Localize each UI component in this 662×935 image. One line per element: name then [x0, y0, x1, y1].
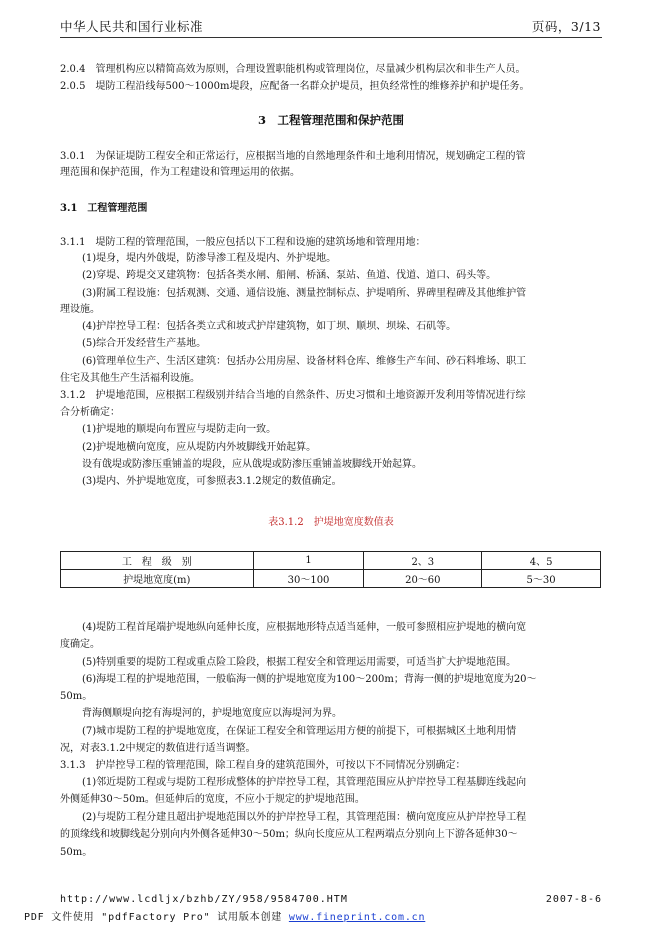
pdf-notice-text: PDF 文件使用 "pdfFactory Pro" 试用版本创建 — [24, 912, 289, 923]
list-item: (1)堤身，堤内外戗堤，防渗导渗工程及堤内、外护堤地。 — [82, 253, 337, 264]
clause-3-1-3: 3.1.3 护岸控导工程的管理范围，除工程自身的建筑范围外，可按以下不同情况分别确定： — [60, 760, 466, 771]
list-item-continued: 况，对表3.1.2中规定的数值进行适当调整。 — [60, 743, 256, 754]
list-item: (7)城市堤防工程的护堤地宽度，在保证工程安全和管理运用方便的前提下，可根据城区土地利用情 — [82, 726, 517, 737]
footer-url: http://www.lcdljx/bzhb/ZY/958/9584700.HTM — [60, 894, 348, 905]
table-header-cell: 工 程 级 别 — [61, 552, 254, 570]
list-item: (2)穿堤、跨堤交叉建筑物：包括各类水闸、船闸、桥涵、泵站、鱼道、伐道、道口、码头等。 — [82, 270, 497, 281]
list-item-continued: 度确定。 — [60, 639, 100, 650]
header-divider — [60, 37, 602, 38]
width-table — [60, 551, 601, 588]
list-item: (1)护堤地的顺堤向布置应与堤防走向一致。 — [82, 424, 277, 435]
list-item: (3)堤内、外护堤地宽度，可参照表3.1.2规定的数值确定。 — [82, 476, 342, 487]
list-item: (5)特别重要的堤防工程或重点险工险段，根据工程安全和管理运用需要，可适当扩大护堤地范围。 — [82, 657, 517, 668]
list-item: (3)附属工程设施：包括观测、交通、通信设施、测量控制标点、护堤哨所、界碑里程碑及其他维护管 — [82, 288, 527, 299]
list-item: (4)护岸控导工程：包括各类立式和坡式护岸建筑物，如丁坝、顺坝、坝垛、石矶等。 — [82, 321, 457, 332]
list-item: (5)综合开发经营生产基地。 — [82, 338, 207, 349]
fineprint-link[interactable]: www.fineprint.com.cn — [288, 912, 426, 923]
list-item-note: 背海侧顺堤向挖有海堤河的，护堤地宽度应以海堤河为界。 — [82, 708, 342, 719]
table-header-cell: 4、5 — [482, 552, 601, 570]
table-cell: 护堤地宽度(m) — [61, 570, 254, 588]
clause-2-0-5: 2.0.5 堤防工程沿线每500～1000m堤段，应配备一名群众护堤员，担负经常性的维修养护和护堤任务。 — [60, 81, 530, 92]
clause-2-0-4: 2.0.4 管理机构应以精简高效为原则，合理设置职能机构或管理岗位，尽量减少机构层次和非生产人员。 — [60, 64, 526, 75]
table-cell: 30～100 — [253, 570, 364, 588]
clause-3-1-1: 3.1.1 堤防工程的管理范围，一般应包括以下工程和设施的建筑场地和管理用地： — [60, 237, 426, 248]
list-item-continued: 外侧延伸30～50m。但延伸后的宽度，不应小于规定的护堤地范围。 — [60, 794, 365, 805]
list-item-continued: 理设施。 — [60, 304, 100, 315]
table-cell: 20～60 — [364, 570, 482, 588]
clause-3-1-2: 3.1.2 护堤地范围，应根据工程级别并结合当地的自然条件、历史习惯和土地资源开发利用等情况进行综 — [60, 390, 526, 401]
footer-date: 2007-8-6 — [545, 894, 602, 905]
list-item-continued: 50m。 — [60, 847, 93, 858]
list-item: (2)与堤防工程分建且超出护堤地范围以外的护岸控导工程，其管理范围：横向宽度应从护岸控导工程 — [82, 812, 527, 823]
page-number: 页码，3/13 — [531, 19, 601, 34]
clause-3-0-1-line1: 3.0.1 为保证堤防工程安全和正常运行，应根据当地的自然地理条件和土地利用情况，规划确定工程的管 — [60, 151, 526, 162]
list-item: (2)护堤地横向宽度，应从堤防内外坡脚线开始起算。 — [82, 442, 317, 453]
table-caption: 表3.1.2 护堤地宽度数值表 — [268, 517, 394, 528]
clause-3-1-2-continued: 合分析确定： — [60, 407, 120, 418]
list-item-note: 设有戗堤或防渗压重铺盖的堤段，应从戗堤或防渗压重铺盖坡脚线开始起算。 — [82, 459, 422, 470]
table-header-row — [61, 552, 601, 570]
list-item: (4)堤防工程首尾端护堤地纵向延伸长度，应根据地形特点适当延伸，一般可参照相应护堤地的横向宽 — [82, 622, 527, 633]
list-item: (6)管理单位生产、生活区建筑：包括办公用房屋、设备材料仓库、维修生产车间、砂石料堆场、职工 — [82, 356, 527, 367]
list-item-continued: 50m。 — [60, 691, 93, 702]
table-cell: 5～30 — [482, 570, 601, 588]
list-item: (6)海堤工程的护堤地范围，一般临海一侧的护堤地宽度为100～200m；背海一侧的护堤地宽度为20～ — [82, 674, 537, 685]
table-header-cell: 2、3 — [364, 552, 482, 570]
subsection-title: 3.1 工程管理范围 — [60, 203, 148, 214]
list-item: (1)邻近堤防工程或与堤防工程形成整体的护岸控导工程，其管理范围应从护岸控导工程基脚连线起向 — [82, 777, 527, 788]
doc-header-title: 中华人民共和国行业标准 — [60, 19, 204, 34]
list-item-continued: 的顶缘线和坡脚线起分别向内外侧各延伸30～50m；纵向长度应从工程两端点分别向上下游各延伸30～ — [60, 829, 518, 840]
table-header-cell: 1 — [253, 552, 364, 570]
table-row — [61, 570, 601, 588]
pdf-notice — [24, 908, 425, 923]
section-title: 3 工程管理范围和保护范围 — [257, 113, 404, 127]
clause-3-0-1-line2: 理范围和保护范围，作为工程建设和管理运用的依据。 — [60, 167, 300, 178]
list-item-continued: 住宅及其他生产生活福利设施。 — [60, 373, 200, 384]
